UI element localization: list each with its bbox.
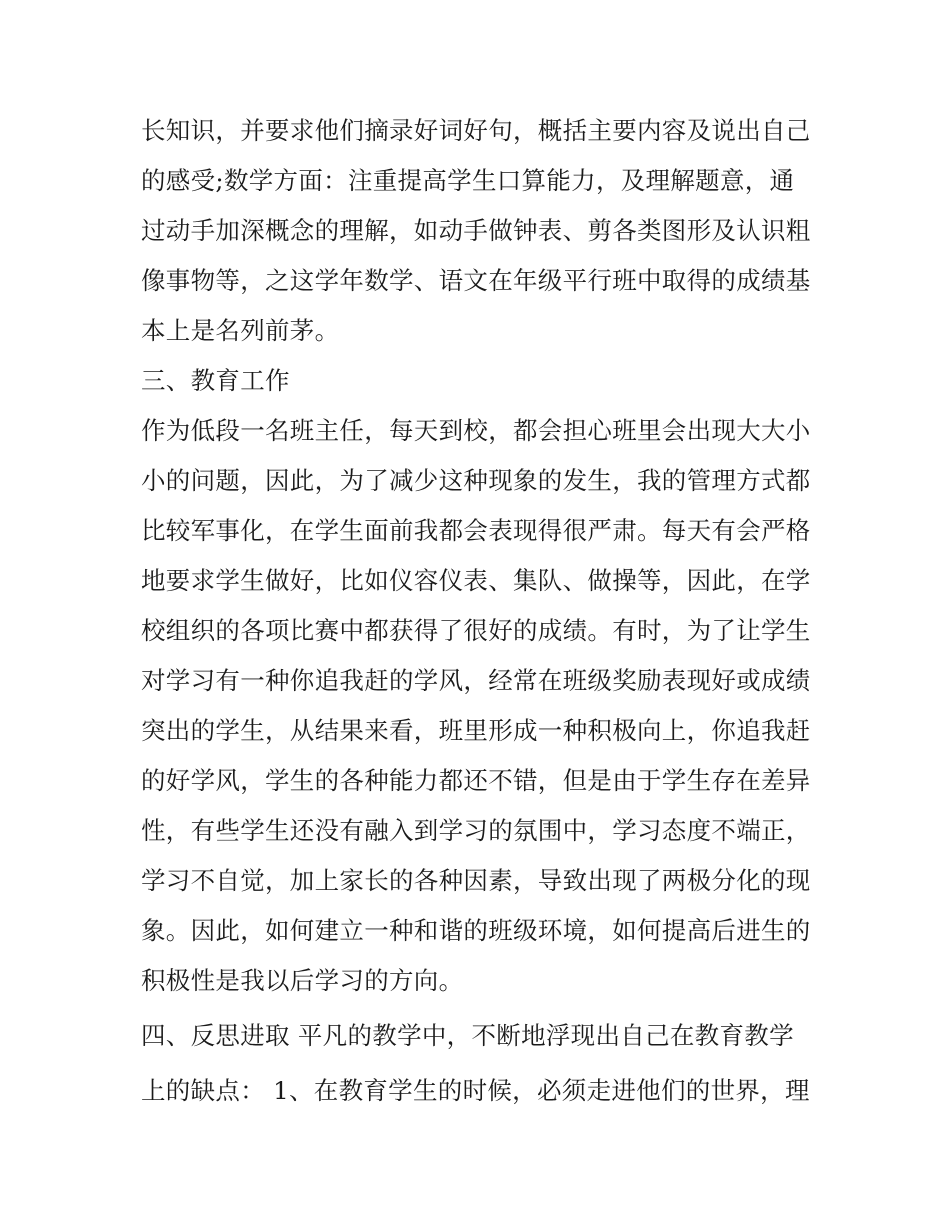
text-line: 校组织的各项比赛中都获得了很好的成绩。有时，为了让学生	[141, 616, 811, 645]
text-line: 象。因此，如何建立一种和谐的班级环境，如何提高后进生的	[141, 916, 811, 945]
text-line: 积极性是我以后学习的方向。	[141, 966, 464, 995]
text-line: 像事物等，之这学年数学、语文在年级平行班中取得的成绩基	[141, 266, 811, 295]
text-line: 的好学风，学生的各种能力都还不错，但是由于学生存在差异	[141, 766, 811, 795]
text-line: 学习不自觉，加上家长的各种因素，导致出现了两极分化的现	[141, 866, 811, 895]
text-line: 比较军事化，在学生面前我都会表现得很严肃。每天有会严格	[141, 516, 811, 545]
text-line: 对学习有一种你追我赶的学风，经常在班级奖励表现好或成绩	[141, 666, 811, 695]
text-line: 上的缺点： 1、在教育学生的时候，必须走进他们的世界，理	[141, 1076, 810, 1105]
text-line: 本上是名列前茅。	[141, 316, 340, 345]
text-line: 作为低段一名班主任，每天到校，都会担心班里会出现大大小	[141, 416, 811, 445]
section-heading: 四、反思进取 平凡的教学中，不断地浮现出自己在教育教学	[141, 1021, 794, 1050]
section-heading: 三、教育工作	[141, 366, 290, 395]
text-line: 性，有些学生还没有融入到学习的氛围中，学习态度不端正，	[141, 816, 811, 845]
text-line: 突出的学生，从结果来看，班里形成一种积极向上，你追我赶	[141, 716, 811, 745]
text-line: 地要求学生做好，比如仪容仪表、集队、做操等，因此，在学	[141, 566, 811, 595]
text-line: 长知识，并要求他们摘录好词好句，概括主要内容及说出自己	[141, 116, 811, 145]
text-line: 过动手加深概念的理解，如动手做钟表、剪各类图形及认识粗	[141, 216, 811, 245]
text-line: 小的问题，因此，为了减少这种现象的发生，我的管理方式都	[141, 466, 811, 495]
text-line: 的感受;数学方面：注重提高学生口算能力，及理解题意，通	[141, 166, 795, 195]
